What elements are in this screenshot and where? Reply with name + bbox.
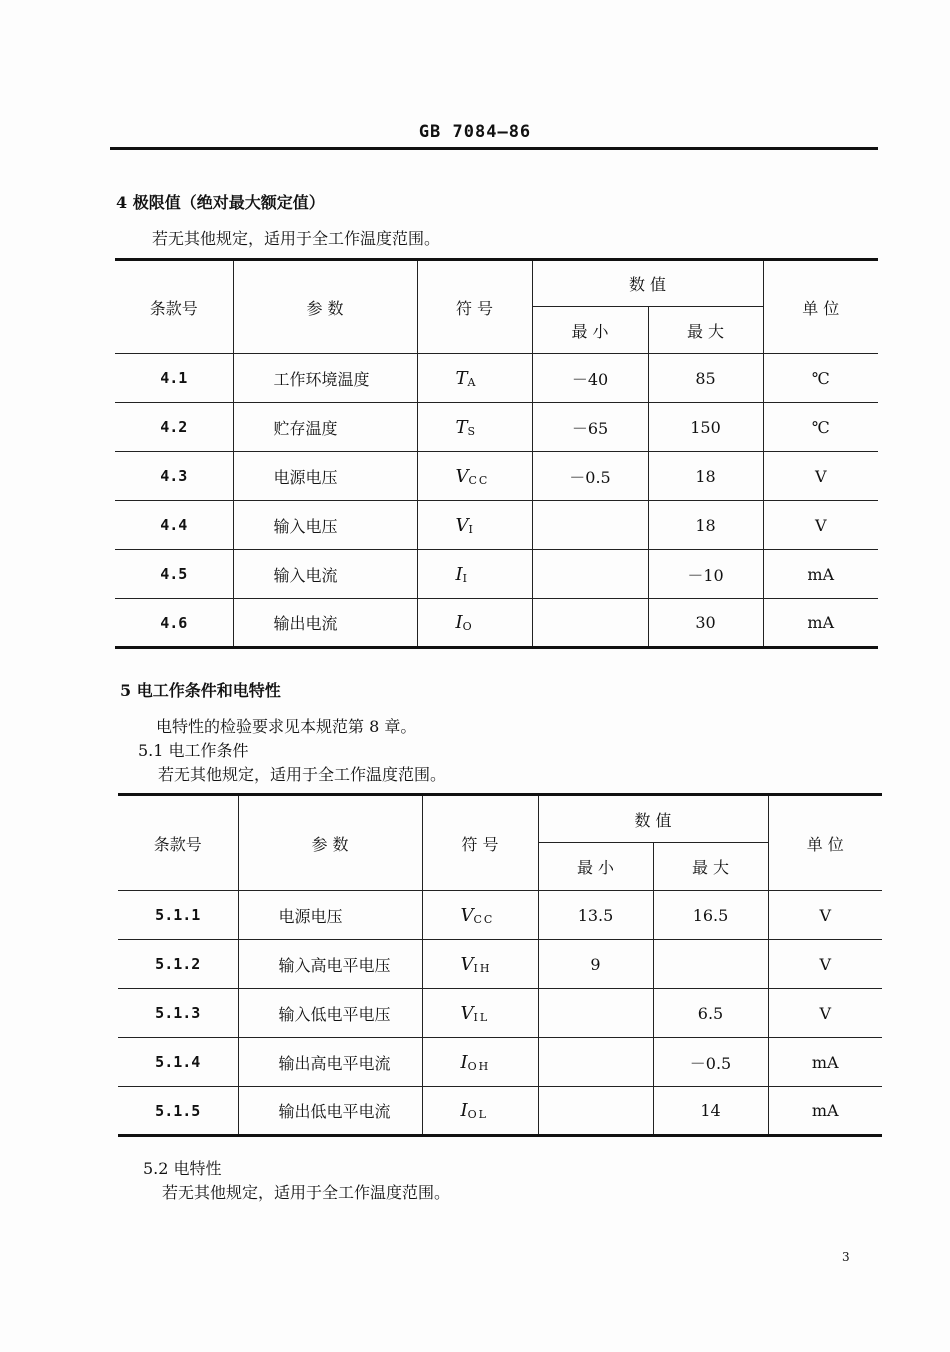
- clause-number: 4.4: [115, 501, 233, 550]
- unit: ℃: [763, 354, 878, 403]
- symbol-letter: I: [455, 612, 463, 633]
- col-header-symbol: 符 号: [417, 260, 532, 354]
- table-row: [118, 989, 882, 1038]
- symbol-subscript: OL: [467, 1108, 488, 1121]
- symbol-subscript: CC: [473, 912, 495, 926]
- parameter: 电源电压: [233, 452, 417, 501]
- col-header-no: 条款号: [118, 795, 238, 891]
- section-5-1-note: 若无其他规定，适用于全工作温度范围。: [158, 765, 447, 784]
- col-header-min: 最 小: [538, 843, 653, 891]
- unit: mA: [763, 599, 878, 648]
- section-5-2-title: 5.2 电特性: [143, 1159, 222, 1178]
- col-header-no: 条款号: [115, 260, 233, 354]
- col-header-param: 参 数: [238, 795, 422, 891]
- col-header-max: 最 大: [648, 307, 763, 354]
- symbol-subscript: S: [467, 424, 478, 438]
- col-header-value: 数 值: [532, 260, 763, 307]
- col-header-max: 最 大: [653, 843, 768, 891]
- section-4-title: 4 极限值（绝对最大额定值）: [116, 193, 325, 212]
- symbol-letter: V: [460, 904, 474, 926]
- col-header-unit: 单 位: [763, 260, 878, 354]
- symbol-subscript: IL: [473, 1010, 490, 1024]
- parameter: 输出高电平电流: [238, 1038, 422, 1087]
- parameter: 输入电压: [233, 501, 417, 550]
- symbol: [422, 940, 538, 989]
- symbol-letter: I: [460, 1051, 468, 1073]
- min-value: [538, 1038, 653, 1087]
- symbol-letter: I: [455, 563, 463, 585]
- col-header-unit: 单 位: [768, 795, 882, 891]
- max-value: －10: [648, 550, 763, 599]
- table-row: [118, 1087, 882, 1136]
- clause-number: 4.5: [115, 550, 233, 599]
- max-value: 150: [648, 403, 763, 452]
- table-row: [118, 940, 882, 989]
- col-header-value: 数 值: [538, 795, 768, 843]
- min-value: [538, 1087, 653, 1136]
- symbol: [422, 1038, 538, 1087]
- min-value: [532, 550, 648, 599]
- clause-number: 4.3: [115, 452, 233, 501]
- parameter: 输入电流: [233, 550, 417, 599]
- operating-conditions-table: [118, 793, 882, 1137]
- clause-number: 5.1.5: [118, 1087, 238, 1136]
- max-value: 6.5: [653, 989, 768, 1038]
- min-value: [532, 501, 648, 550]
- symbol-subscript: I: [462, 571, 469, 585]
- parameter: 电源电压: [238, 891, 422, 940]
- table-row: [115, 501, 878, 550]
- clause-number: 5.1.4: [118, 1038, 238, 1087]
- max-value: 85: [648, 354, 763, 403]
- symbol-letter: T: [455, 367, 468, 389]
- min-value: －40: [532, 354, 648, 403]
- symbol: [422, 1087, 538, 1136]
- symbol: [417, 550, 532, 599]
- unit: ℃: [763, 403, 878, 452]
- min-value: [532, 599, 648, 648]
- max-value: 14: [653, 1087, 768, 1136]
- symbol: [417, 599, 532, 648]
- symbol-subscript: I: [468, 522, 475, 536]
- parameter: 输出电流: [233, 599, 417, 648]
- max-value: 18: [648, 452, 763, 501]
- symbol: [417, 501, 532, 550]
- clause-number: 5.1.1: [118, 891, 238, 940]
- symbol-subscript: IH: [473, 961, 492, 975]
- section-5-note: 电特性的检验要求见本规范第 8 章。: [156, 717, 417, 736]
- parameter: 输入低电平电压: [238, 989, 422, 1038]
- symbol-letter: V: [455, 465, 469, 487]
- unit: mA: [768, 1038, 882, 1087]
- table-row: [115, 403, 878, 452]
- min-value: －65: [532, 403, 648, 452]
- max-value: [653, 940, 768, 989]
- col-header-min: 最 小: [532, 307, 648, 354]
- absolute-max-ratings-table: [115, 258, 878, 649]
- parameter: 工作环境温度: [233, 354, 417, 403]
- unit: V: [768, 891, 882, 940]
- standard-header: GB 7084—86: [418, 122, 532, 142]
- section-5-2-note: 若无其他规定，适用于全工作温度范围。: [162, 1183, 451, 1202]
- col-header-param: 参 数: [233, 260, 417, 354]
- table-row: [115, 599, 878, 648]
- table-row: [118, 891, 882, 940]
- table-row: [115, 452, 878, 501]
- clause-number: 5.1.3: [118, 989, 238, 1038]
- symbol-subscript: O: [462, 620, 474, 633]
- max-value: －0.5: [653, 1038, 768, 1087]
- symbol-letter: V: [460, 1002, 474, 1024]
- clause-number: 5.1.2: [118, 940, 238, 989]
- max-value: 16.5: [653, 891, 768, 940]
- min-value: [538, 989, 653, 1038]
- symbol-letter: V: [460, 953, 474, 975]
- parameter: 贮存温度: [233, 403, 417, 452]
- max-value: 18: [648, 501, 763, 550]
- page-number: 3: [842, 1250, 850, 1264]
- symbol: [417, 403, 532, 452]
- parameter: 输入高电平电压: [238, 940, 422, 989]
- symbol: [422, 891, 538, 940]
- symbol-letter: T: [455, 416, 468, 438]
- clause-number: 4.6: [115, 599, 233, 648]
- symbol-subscript: CC: [468, 473, 490, 487]
- header-rule: [110, 147, 878, 150]
- min-value: 9: [538, 940, 653, 989]
- symbol: [417, 354, 532, 403]
- clause-number: 4.1: [115, 354, 233, 403]
- clause-number: 4.2: [115, 403, 233, 452]
- parameter: 输出低电平电流: [238, 1087, 422, 1136]
- section-4-note: 若无其他规定，适用于全工作温度范围。: [152, 229, 441, 248]
- unit: mA: [763, 550, 878, 599]
- col-header-symbol: 符 号: [422, 795, 538, 891]
- symbol-subscript: A: [467, 375, 478, 389]
- min-value: －0.5: [532, 452, 648, 501]
- symbol: [417, 452, 532, 501]
- table-row: [115, 354, 878, 403]
- unit: V: [763, 452, 878, 501]
- symbol-letter: I: [460, 1100, 468, 1121]
- symbol: [422, 989, 538, 1038]
- table-row: [115, 550, 878, 599]
- max-value: 30: [648, 599, 763, 648]
- unit: V: [763, 501, 878, 550]
- section-5-1-title: 5.1 电工作条件: [138, 741, 249, 760]
- table-row: [118, 1038, 882, 1087]
- symbol-subscript: OH: [467, 1059, 491, 1073]
- min-value: 13.5: [538, 891, 653, 940]
- unit: V: [768, 989, 882, 1038]
- symbol-letter: V: [455, 514, 469, 536]
- section-5-title: 5 电工作条件和电特性: [120, 681, 281, 700]
- unit: mA: [768, 1087, 882, 1136]
- unit: V: [768, 940, 882, 989]
